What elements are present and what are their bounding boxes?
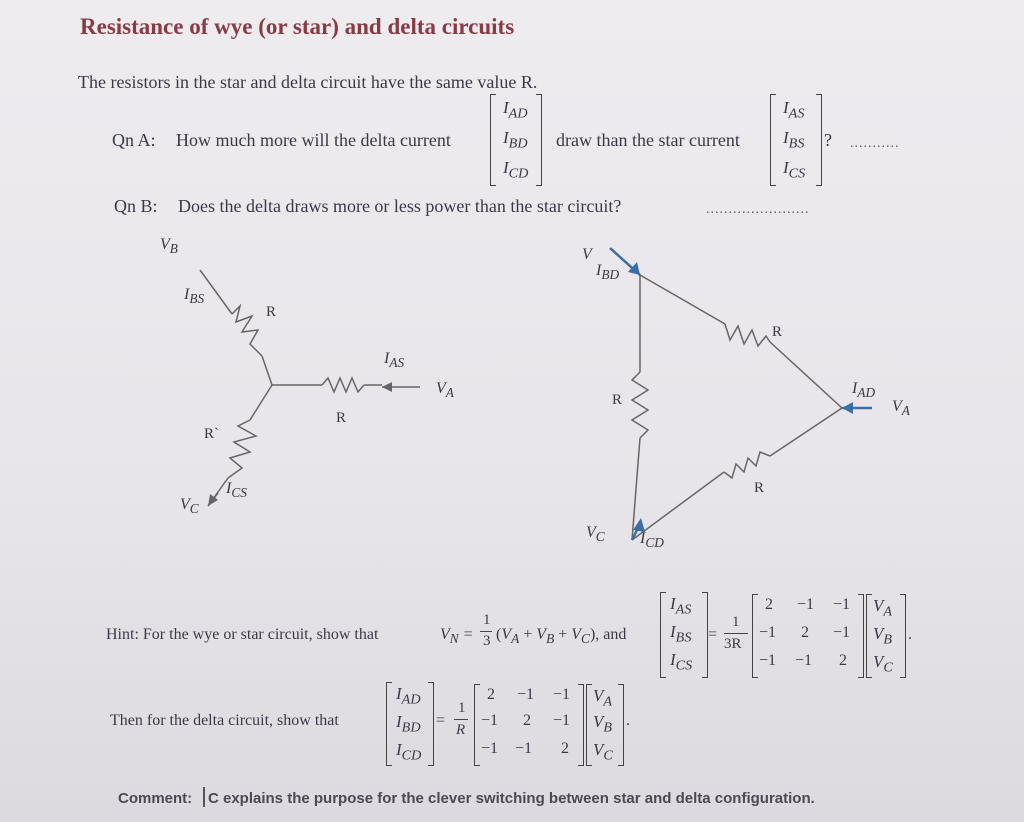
hint-frac-bar (480, 631, 492, 632)
star-label-vc: $V_C$ (180, 496, 199, 517)
delta-wire-top (640, 275, 725, 324)
then-voltage-vector: $V_A$ $V_B$ $V_C$ (586, 684, 624, 766)
star-vector-2: $I_{BS}$ (783, 128, 805, 152)
delta-label-r-bottom: R (754, 480, 765, 496)
hint-coef-den: 3R (724, 636, 742, 652)
then-coef-bar (454, 719, 468, 720)
delta-label-v: V (582, 246, 592, 263)
hint-coef-num: 1 (732, 614, 740, 630)
qa-text-middle: draw than the star current (556, 130, 740, 150)
then-matrix: 2 −1 −1 −1 2 −1 −1 −1 2 (474, 684, 584, 766)
star-resistor-mid (322, 378, 364, 392)
star-label-r-left: R` (204, 426, 219, 442)
qa-answer-blank: ........... (850, 136, 900, 151)
text-cursor (203, 787, 205, 807)
delta-resistor-top (725, 324, 770, 346)
delta-vector-3: $I_{CD}$ (503, 158, 529, 182)
delta-wire-bottom (770, 408, 842, 456)
star-wire-c (250, 385, 272, 420)
delta-label-icd: $I_{CD}$ (640, 530, 664, 551)
star-vector-3: $I_{CS}$ (783, 158, 806, 182)
delta-vector-1: $I_{AD}$ (503, 98, 528, 122)
delta-resistor-bottom (724, 452, 770, 478)
comment-text[interactable]: C explains the purpose for the clever switching between star and delta configuration. (208, 790, 815, 807)
hint-star-vector: $I_{AS}$ $I_{BS}$ $I_{CS}$ (660, 592, 708, 678)
star-label-ias: $I_{AS}$ (384, 350, 405, 371)
then-prefix: Then for the delta circuit, show that (110, 712, 339, 729)
delta-wire-top2 (770, 342, 842, 408)
page-title: Resistance of wye (or star) and delta circuits (80, 14, 515, 39)
hint-matrix: 2 −1 −1 −1 2 −1 −1 −1 2 (752, 594, 864, 678)
delta-label-va: $V_A$ (892, 398, 910, 419)
then-delta-vector: $I_{AD}$ $I_{BD}$ $I_{CD}$ (386, 682, 434, 766)
delta-label-vc: $V_C$ (586, 524, 605, 545)
intro-text: The resistors in the star and delta circuit have the same value R. (78, 72, 538, 92)
qb-text: Does the delta draws more or less power than the star circuit? (178, 196, 622, 216)
delta-label-ibd: $I_{BD}$ (596, 262, 620, 283)
then-coef-den: R (456, 722, 466, 738)
qb-prefix: Qn B: (114, 196, 158, 216)
star-resistor-left (228, 420, 256, 478)
qa-prefix: Qn A: (112, 130, 156, 150)
star-label-ibs: $I_{BS}$ (184, 286, 205, 307)
star-resistor-top (232, 306, 262, 356)
delta-resistor-left (632, 372, 648, 438)
star-wire-b2 (262, 356, 272, 385)
hint-sum: $(V_A + V_B + V_C)$, and (496, 626, 627, 647)
qa-text-before: How much more will the delta current (176, 130, 451, 150)
star-label-va: $V_A$ (436, 380, 454, 401)
hint-coef-bar (724, 633, 748, 634)
qa-question-mark: ? (824, 130, 832, 150)
star-arrowhead-a (382, 382, 392, 392)
star-wire-b (200, 270, 232, 314)
hint-voltage-vector: $V_A$ $V_B$ $V_C$ (866, 594, 906, 678)
then-coef-num: 1 (458, 700, 466, 716)
hint-frac-den: 3 (483, 633, 491, 649)
star-label-vb: $V_B$ (160, 236, 178, 257)
delta-circuit (632, 275, 842, 540)
star-label-r-top: R (266, 304, 277, 320)
star-vector-1: $I_{AS}$ (783, 98, 805, 122)
hint-period: . (908, 626, 912, 643)
hint-frac-num: 1 (483, 612, 491, 628)
delta-vector-2: $I_{BD}$ (503, 128, 528, 152)
hint-vn: $V_N$ = (440, 626, 474, 647)
hint-equals: = (708, 626, 718, 643)
star-label-r-mid: R (336, 410, 347, 426)
comment-label: Comment: (118, 790, 193, 807)
hint-prefix: Hint: For the wye or star circuit, show that (106, 626, 379, 643)
delta-label-r-top: R (772, 324, 783, 340)
delta-label-iad: $I_{AD}$ (852, 380, 876, 401)
star-label-ics: $I_{CS}$ (226, 480, 247, 501)
qb-answer-blank: ....................... (706, 202, 810, 217)
then-equals: = (436, 712, 446, 729)
delta-label-r-left: R (612, 392, 623, 408)
then-period: . (626, 712, 630, 729)
delta-arrowhead-ad (842, 402, 853, 414)
star-circuit (200, 270, 382, 506)
delta-arrowhead-bd (628, 262, 640, 275)
